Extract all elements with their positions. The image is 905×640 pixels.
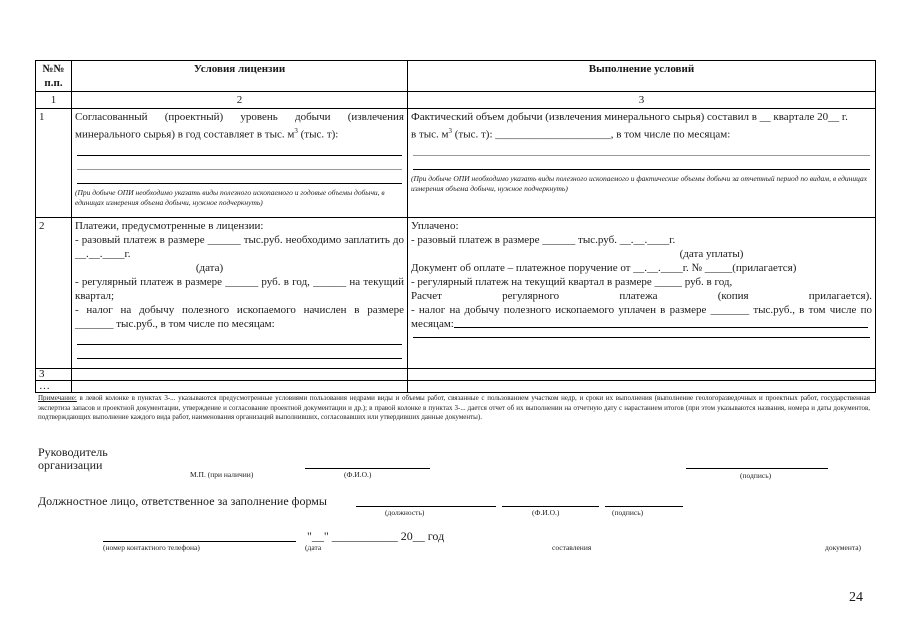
official-fio-caption: (Ф.И.О.) — [532, 508, 560, 517]
position-line — [356, 506, 496, 507]
fill-line — [77, 170, 402, 184]
phone-caption: (номер контактного телефона) — [103, 543, 200, 552]
row2-right-l4: Документ об оплате – платежное поручение от __.__.____г. № _____(прилагается) — [411, 262, 797, 274]
page-number: 24 — [849, 590, 863, 605]
head-label-2: организации — [38, 458, 103, 472]
date-caption-3: документа) — [825, 543, 862, 552]
row2-right-l3: (дата уплаты) — [679, 248, 744, 260]
column-number-1: 1 — [36, 92, 72, 109]
row1-right-cell — [408, 109, 876, 218]
row1-left-note: (При добыче ОПИ необходимо указать виды полезного ископаемого и годовые объемы добычи, в единицах измерения объема добычи, нужное подчеркнуть) — [75, 187, 385, 207]
header-conditions: Условия лицензии — [72, 61, 408, 92]
official-label: Должностное лицо, ответственное за заполнение формы — [38, 494, 327, 508]
table-header-row — [36, 61, 876, 92]
official-signature-caption: (подпись) — [612, 508, 644, 517]
official-fio-line — [502, 506, 599, 507]
row2-right-l7: - налог на добычу полезного ископаемого уплачен в размере _______ тыс.руб., в том числе по — [411, 304, 872, 316]
row2-right-cell — [408, 218, 876, 369]
fio-line — [305, 468, 430, 469]
row-number: … — [36, 381, 72, 393]
row2-right-l1: Уплачено: — [411, 220, 459, 232]
row2-left-l1: Платежи, предусмотренные в лицензии: — [75, 220, 264, 232]
row1-left-text: Согласованный (проектный) уровень добычи (извлечения минерального сырья) в год составляет в тыс. $м^3$ (тыс. т): — [75, 111, 404, 141]
header-fulfillment: Выполнение условий — [408, 61, 876, 92]
footnote — [38, 394, 870, 423]
row2-right-l2: - разовый платеж в размере ______ тыс.руб. __.__.____г. — [411, 234, 676, 246]
column-number-2: 2 — [72, 92, 408, 109]
fill-line — [413, 156, 870, 170]
row2-right-l6: Расчет регулярного платежа (копия прилагается). — [411, 290, 872, 302]
column-number-row — [36, 92, 876, 109]
column-number-3: 3 — [408, 92, 876, 109]
row2-left-l5: - налог на добычу полезного ископаемого начислен в размере _______ тыс.руб., в том числе по месяцам: — [75, 304, 404, 330]
license-conditions-table — [35, 60, 876, 393]
table-row-2 — [36, 218, 876, 369]
signature-caption: (подпись) — [740, 471, 772, 480]
row-number: 2 — [36, 218, 72, 369]
official-signature-line — [605, 506, 683, 507]
row2-right-l5: - регулярный платеж на текущий квартал в размере _____ руб. в год, — [411, 276, 733, 288]
row2-left-l3: (дата) — [195, 262, 224, 274]
row1-right-line2: в тыс. $м^3$ (тыс. т): _____________________, в том числе по месяцам: — [411, 127, 731, 141]
row2-left-l4: - регулярный платеж в размере ______ руб. в год, ______ на текущий квартал; — [75, 276, 404, 302]
table-row-4 — [36, 381, 876, 393]
row2-right-l8: месяцам: — [411, 317, 872, 331]
footnote-label: Примечание: — [38, 394, 77, 402]
stamp-caption: М.П. (при наличии) — [190, 470, 254, 479]
fio-caption: (Ф.И.О.) — [344, 470, 372, 479]
table-row-1 — [36, 109, 876, 218]
fill-line — [77, 156, 402, 170]
signature-line — [686, 468, 828, 469]
fill-line — [77, 142, 402, 156]
row1-left-cell — [72, 109, 408, 218]
row2-left-cell — [72, 218, 408, 369]
date-caption-2: составления — [552, 543, 592, 552]
row-number: 3 — [36, 369, 72, 381]
row-number: 1 — [36, 109, 72, 218]
position-caption: (должность) — [385, 508, 425, 517]
head-label-1: Руководитель — [38, 445, 108, 459]
row1-right-line1: Фактический объем добычи (извлечения минерального сырья) составил в __ квартале 20__ г. — [411, 111, 848, 123]
date-fields: "__" ___________ 20__ год — [307, 529, 445, 543]
fill-line — [77, 345, 402, 359]
row2-left-l2: - разовый платеж в размере ______ тыс.руб. необходимо заплатить до __.__.____г. — [75, 234, 404, 260]
fill-line — [77, 331, 402, 345]
phone-line — [103, 541, 296, 542]
header-number: №№ п.п. — [36, 61, 72, 92]
footnote-text: в левой колонке в пунктах 3-... указываются предусмотренные условиями пользования недрами виды и объемы работ, связанные с пользованием участком недр, и сроки их выполнения (выполнение геологоразведочных и проектных работ, государственная экспертиза запасов и проектной документации, утверждение и согласование проектной документации и др.); в правой колонке в пунктах 3-... дается отчет об их выполнении на отчетную дату с нарастанием итогов (при этом указываются названия, номера и даты документов, подтверждающих выполнение каждого вида работ, наименования организаций выполнивших, согласовавших или утвердивших данные документы). — [38, 394, 870, 421]
fill-line — [413, 142, 870, 156]
fill-line — [413, 331, 870, 338]
table-row-3 — [36, 369, 876, 381]
row1-right-note: (При добыче ОПИ необходимо указать виды полезного ископаемого и фактические объемы добычи за отчетный период по видам, в единицах измерения объема добычи, нужное подчеркнуть) — [411, 173, 868, 193]
date-caption-1: (дата — [305, 543, 322, 552]
